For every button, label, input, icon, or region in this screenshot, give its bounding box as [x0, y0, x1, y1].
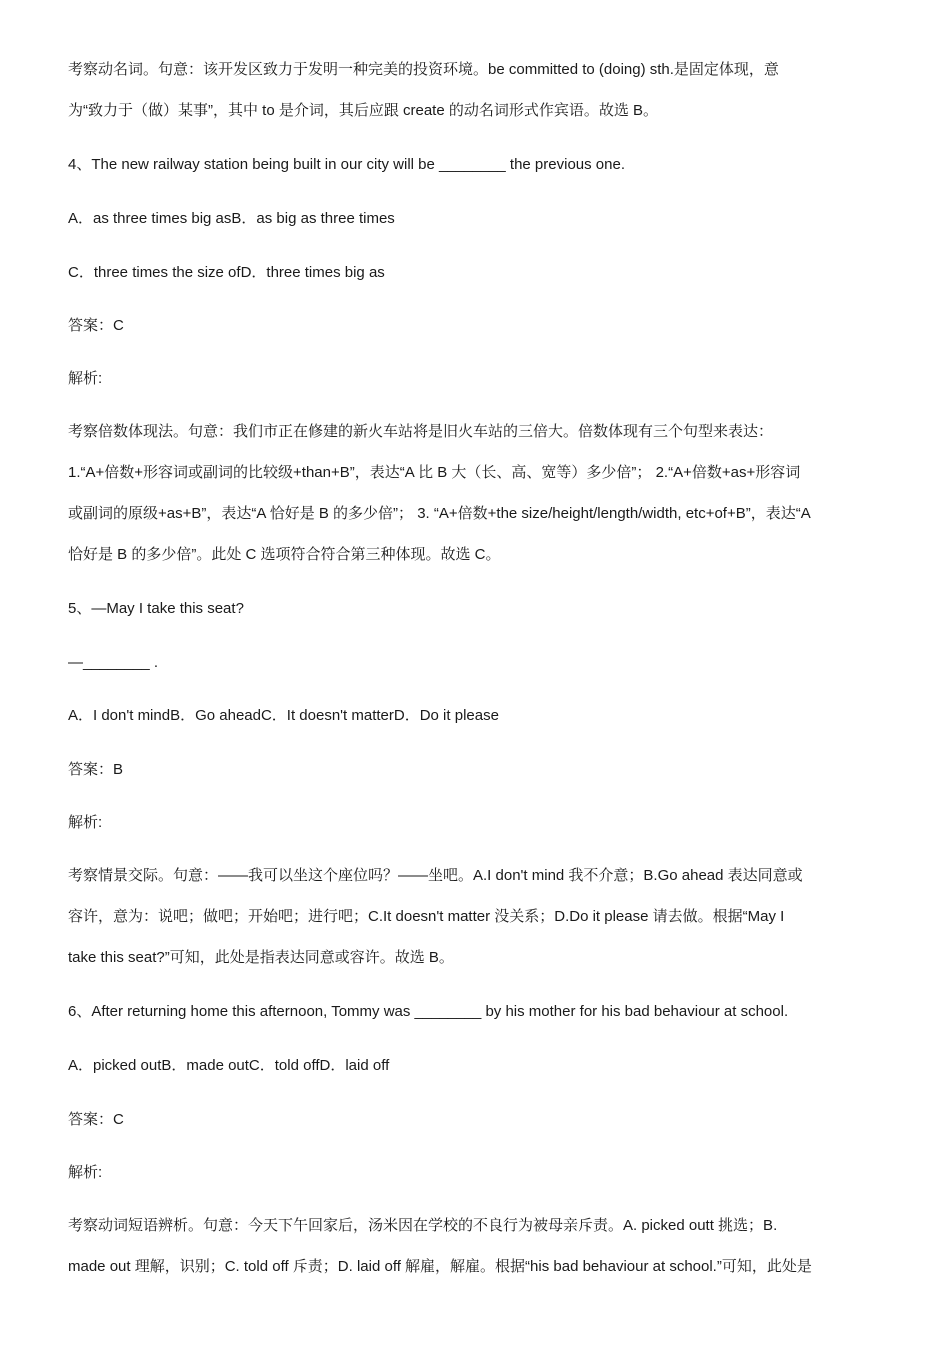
q6-analysis-label: 解析: [68, 1164, 103, 1181]
q4-analysis-line-2: 1.“A+倍数+形容词或副词的比较级+than+B”，表达“A 比 B 大（长、高、宽等）多少倍”； 2.“A+倍数+as+形容词 [68, 464, 801, 481]
q4-analysis-label: 解析: [68, 370, 103, 387]
q5-analysis-line-1: 考察情景交际。句意：——我可以坐这个座位吗？——坐吧。A.I don't mind 我不介意；B.Go ahead 表达同意或 [68, 867, 803, 884]
q4-analysis-line-1: 考察倍数体现法。句意：我们市正在修建的新火车站将是旧火车站的三倍大。倍数体现有三个句型来表达： [68, 423, 774, 440]
q4-options-cd: C．three times the size ofD．three times big as [68, 264, 385, 281]
question-4: 4、The new railway station being built in our city will be ________ the previous one. [68, 156, 625, 173]
q5-answer: 答案：B [68, 761, 124, 778]
q4-answer: 答案：C [68, 317, 124, 334]
q6-answer: 答案：C [68, 1111, 124, 1128]
question-5: 5、—May I take this seat? [68, 600, 244, 617]
q6-options: A．picked outB．made outC．told offD．laid off [68, 1057, 390, 1074]
q5-analysis-line-3: take this seat?”可知，此处是指表达同意或容许。故选 B。 [68, 949, 454, 966]
question-6: 6、After returning home this afternoon, Tommy was ________ by his mother for his bad behaviour at school. [68, 1003, 789, 1020]
q5-reply: —________ . [68, 654, 159, 671]
q5-analysis-label: 解析: [68, 814, 103, 831]
intro-line-1: 考察动名词。句意：该开发区致力于发明一种完美的投资环境。be committed to (doing) sth.是固定体现，意 [68, 61, 779, 78]
q4-options-ab: A．as three times big asB．as big as three times [68, 210, 395, 227]
q5-analysis-line-2: 容许，意为：说吧；做吧；开始吧；进行吧；C.It doesn't matter 没关系；D.Do it please 请去做。根据“May I [68, 908, 785, 925]
intro-line-2: 为“致力于（做）某事”，其中 to 是介词，其后应跟 create 的动名词形式作宾语。故选 B。 [68, 102, 659, 119]
q5-options: A．I don't mindB．Go aheadC．It doesn't matterD．Do it please [68, 707, 499, 724]
q6-analysis-line-2: made out 理解，识别；C. told off 斥责；D. laid off 解雇，解雇。根据“his bad behaviour at school.”可知，此处是 [68, 1258, 812, 1275]
q4-analysis-line-4: 恰好是 B 的多少倍”。此处 C 选项符合符合第三种体现。故选 C。 [68, 546, 501, 563]
q4-analysis-line-3: 或副词的原级+as+B”，表达“A 恰好是 B 的多少倍”； 3. “A+倍数+the size/height/length/width, etc+of+B”，表达“A [68, 505, 811, 522]
q6-analysis-line-1: 考察动词短语辨析。句意：今天下午回家后，汤米因在学校的不良行为被母亲斥责。A. picked outt 挑选；B. [68, 1217, 778, 1234]
